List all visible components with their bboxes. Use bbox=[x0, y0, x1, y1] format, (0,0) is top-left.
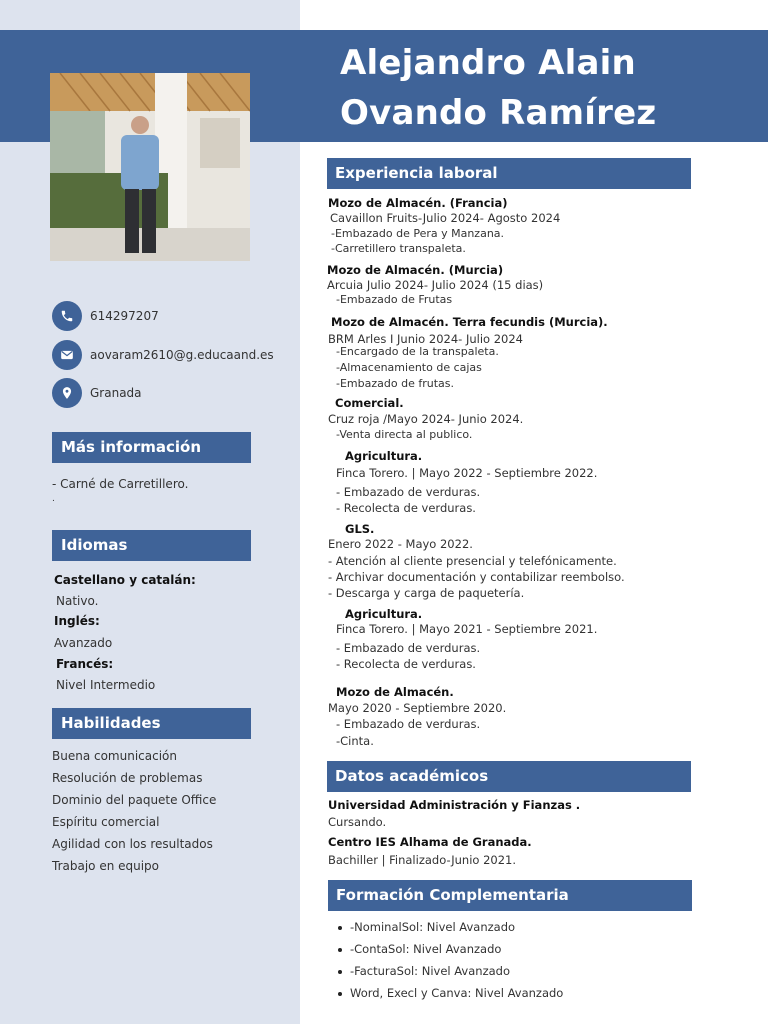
bullet-dot bbox=[338, 992, 342, 996]
job-task: - Archivar documentación y contabilizar reembolso. bbox=[328, 570, 625, 584]
location-pin-icon bbox=[52, 378, 82, 408]
idiomas-heading: Idiomas bbox=[52, 530, 251, 561]
academicos-heading: Datos académicos bbox=[327, 761, 691, 792]
job-title: Mozo de Almacén. bbox=[336, 685, 454, 699]
job-task: - Recolecta de verduras. bbox=[336, 501, 476, 515]
habilidades-heading: Habilidades bbox=[52, 708, 251, 739]
experiencia-heading: Experiencia laboral bbox=[327, 158, 691, 189]
job-company: BRM Arles I Junio 2024- Julio 2024 bbox=[328, 332, 523, 346]
job-company: Enero 2022 - Mayo 2022. bbox=[328, 537, 473, 551]
email-icon bbox=[52, 340, 82, 370]
job-task: -Embazado de frutas. bbox=[336, 377, 454, 390]
language-3-name: Francés: bbox=[56, 657, 114, 671]
bullet-dot bbox=[338, 926, 342, 930]
job-title: Comercial. bbox=[335, 396, 404, 410]
contact-phone bbox=[52, 301, 292, 331]
course-item: -NominalSol: Nivel Avanzado bbox=[350, 920, 516, 934]
job-company: Cruz roja /Mayo 2024- Junio 2024. bbox=[328, 412, 524, 426]
mas-informacion-dot: . bbox=[52, 494, 55, 504]
job-task: -Carretillero transpaleta. bbox=[331, 242, 466, 255]
language-1-name: Castellano y catalán: bbox=[54, 573, 196, 587]
job-title: Agricultura. bbox=[345, 449, 423, 463]
mas-informacion-heading: Más información bbox=[52, 432, 251, 463]
phone-number: 614297207 bbox=[90, 309, 159, 323]
skill-item: Espíritu comercial bbox=[52, 815, 160, 829]
job-title: Agricultura. bbox=[345, 607, 423, 621]
job-task: -Venta directa al publico. bbox=[336, 428, 473, 441]
candidate-name bbox=[340, 38, 656, 138]
job-title: GLS. bbox=[345, 522, 375, 536]
skill-item: Resolución de problemas bbox=[52, 771, 203, 785]
academic-detail: Cursando. bbox=[328, 815, 387, 829]
language-2-name: Inglés: bbox=[54, 614, 100, 628]
location-city: Granada bbox=[90, 386, 142, 400]
job-title: Mozo de Almacén. Terra fecundis (Murcia). bbox=[331, 315, 608, 329]
course-item: -ContaSol: Nivel Avanzado bbox=[350, 942, 502, 956]
phone-icon bbox=[52, 301, 82, 331]
job-title: Mozo de Almacén. (Francia) bbox=[328, 196, 508, 210]
job-task: - Descarga y carga de paquetería. bbox=[328, 586, 525, 600]
job-company: Finca Torero. | Mayo 2021 - Septiembre 2021. bbox=[336, 622, 598, 636]
skill-item: Buena comunicación bbox=[52, 749, 177, 763]
bullet-dot bbox=[338, 970, 342, 974]
name-line-1: Alejandro Alain bbox=[340, 43, 636, 83]
job-task: - Embazado de verduras. bbox=[336, 641, 481, 655]
job-task: - Atención al cliente presencial y telefónicamente. bbox=[328, 554, 617, 568]
job-task: -Embazado de Frutas bbox=[336, 293, 453, 306]
name-line-2: Ovando Ramírez bbox=[340, 93, 657, 133]
job-task: -Almacenamiento de cajas bbox=[336, 361, 482, 374]
academic-institution: Universidad Administración y Fianzas . bbox=[328, 798, 581, 812]
formacion-heading: Formación Complementaria bbox=[328, 880, 692, 911]
skill-item: Agilidad con los resultados bbox=[52, 837, 213, 851]
contact-location bbox=[52, 378, 292, 408]
skill-item: Dominio del paquete Office bbox=[52, 793, 217, 807]
bullet-dot bbox=[338, 948, 342, 952]
contact-email bbox=[52, 340, 292, 370]
job-company: Arcuia Julio 2024- Julio 2024 (15 dias) bbox=[327, 278, 544, 292]
job-title: Mozo de Almacén. (Murcia) bbox=[327, 263, 504, 277]
job-company: Finca Torero. | Mayo 2022 - Septiembre 2022. bbox=[336, 466, 598, 480]
course-item: -FacturaSol: Nivel Avanzado bbox=[350, 964, 510, 978]
course-item: Word, Execl y Canva: Nivel Avanzado bbox=[350, 986, 564, 1000]
language-2-level: Avanzado bbox=[54, 636, 113, 650]
job-task: - Embazado de verduras. bbox=[336, 717, 481, 731]
language-3-level: Nivel Intermedio bbox=[56, 678, 156, 692]
academic-detail: Bachiller | Finalizado-Junio 2021. bbox=[328, 853, 517, 867]
job-company: Mayo 2020 - Septiembre 2020. bbox=[328, 701, 507, 715]
language-1-level: Nativo. bbox=[56, 594, 99, 608]
job-task: - Embazado de verduras. bbox=[336, 485, 481, 499]
job-company: Cavaillon Fruits-Julio 2024- Agosto 2024 bbox=[330, 211, 561, 225]
job-task: - Recolecta de verduras. bbox=[336, 657, 476, 671]
profile-photo bbox=[50, 73, 250, 261]
mas-informacion-item: - Carné de Carretillero. bbox=[52, 477, 189, 491]
skill-item: Trabajo en equipo bbox=[52, 859, 160, 873]
email-address: aovaram2610@g.educaand.es bbox=[90, 348, 274, 362]
job-task: -Cinta. bbox=[336, 734, 374, 748]
academic-institution: Centro IES Alhama de Granada. bbox=[328, 835, 532, 849]
job-task: -Encargado de la transpaleta. bbox=[336, 345, 499, 358]
job-task: -Embazado de Pera y Manzana. bbox=[331, 227, 505, 240]
